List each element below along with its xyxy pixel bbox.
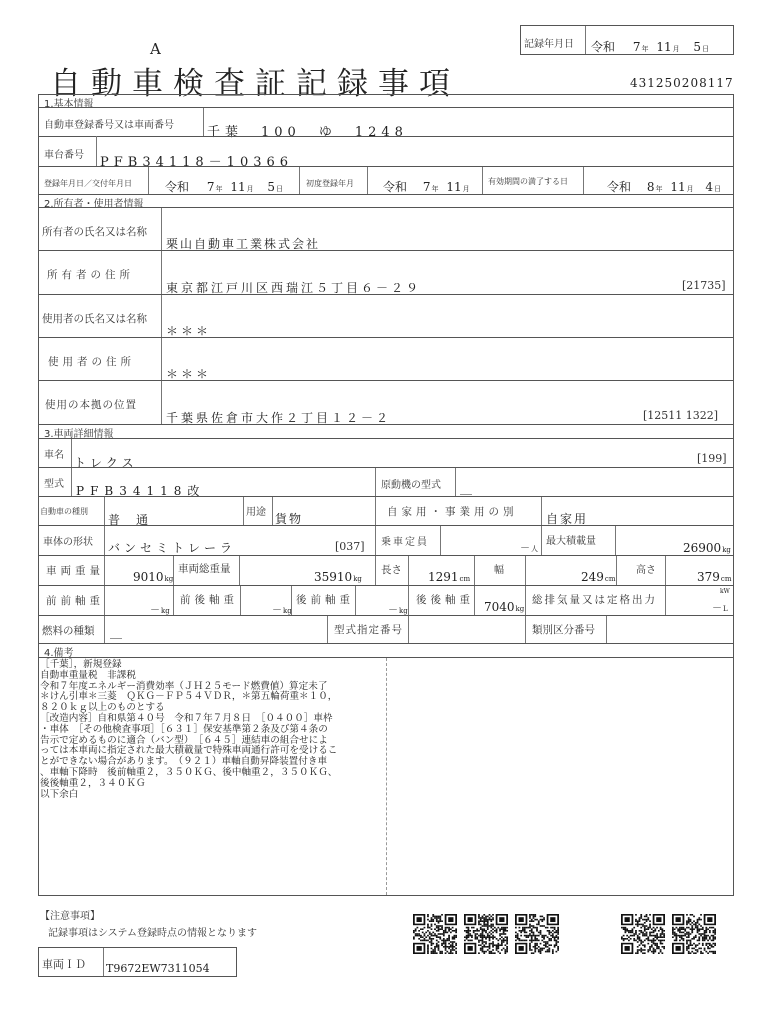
expiry-year: 8 [646,180,655,194]
vehicle-id-label: 車両ＩＤ [42,958,86,971]
record-date-month-unit: 月 [672,45,680,53]
rf-axle-label: 後前軸重 [296,594,354,606]
expiry-era: 令和 [607,180,632,194]
model-value: PFB34118改 [76,484,206,498]
reg-date-year: 7 [206,180,215,194]
ff-axle-unit: kg [161,607,170,615]
height-unit: cm [720,575,732,583]
expiry-day-unit: 日 [714,185,722,193]
expiry-value [607,178,721,195]
expiry-day: 4 [705,180,714,194]
section2-title: 2.所有者・使用者情報 [44,199,144,210]
remarks-line: とができない場合があります。 （９２１）車軸自動昇降装置付き車 [40,756,328,768]
first-reg-era: 令和 [383,180,408,194]
base-location-code: [12511 1322] [643,409,719,422]
remarks-line: っては本車両に指定された最大積載量で特殊車両通行許可を受けるこ [40,745,338,757]
max-load-label: 最大積載量 [546,536,596,547]
fuel-value: ＿ [110,626,128,640]
rr-axle-value [484,600,524,614]
owner-address-label: 所有者の住所 [47,269,134,281]
displacement-unit-kw: kW [720,588,730,595]
car-name-code: [199] [697,452,727,465]
rf-axle-number: － [388,605,398,616]
remarks-line: 以下余白 [40,788,79,800]
capacity-number: － [520,543,530,554]
owner-name-label: 所有者の氏名又は名称 [42,226,147,238]
expiry-month-unit: 月 [686,185,694,193]
ff-axle-value [150,601,170,616]
reg-date-label: 登録年月日／交付年月日 [44,179,132,188]
remarks-line: ・車体 ［その他検査事項］［６３１］保安基準第２条及び第４条の [40,723,328,735]
remarks-line: ８２０ｋｇ以上のものとする [40,702,165,714]
page-title: 自動車検査証記録事項 [50,66,460,102]
user-address-value: ＊＊＊ [166,367,212,381]
length-number: 1291 [428,570,459,584]
rf-axle-unit: kg [399,607,408,615]
user-name-label: 使用者の氏名又は名称 [42,313,147,325]
fuel-label: 燃料の種類 [42,625,95,637]
reg-date-era: 令和 [165,180,190,194]
qr-code-3 [515,914,559,954]
private-business-label: 自家用・事業用の別 [387,506,518,518]
category-label: 類別区分番号 [532,624,595,636]
width-number: 249 [581,570,604,584]
notes-text: 記録事項はシステム登録時点の情報となります [48,928,257,939]
vehicle-type-value: 普 通 [108,513,151,527]
displacement-unit-l: L [723,605,728,613]
height-number: 379 [697,570,720,584]
width-label: 幅 [494,565,504,576]
record-date-era: 令和 [591,40,616,54]
fr-axle-label: 前後軸重 [180,594,238,606]
body-shape-label: 車体の形状 [43,537,93,548]
model-label: 型式 [44,479,64,490]
rr-axle-number: 7040 [484,600,515,614]
displacement-number: － [712,603,722,614]
height-value [697,570,731,584]
max-load-unit: kg [722,546,731,554]
use-label: 用途 [246,507,266,518]
type-designation-label: 型式指定番号 [334,624,403,636]
base-location-value: 千葉県佐倉市大作２丁目１２－２ [166,411,392,425]
user-name-value: ＊＊＊ [166,324,212,338]
displacement-value [712,599,728,614]
qr-code-4 [621,914,665,954]
remarks-line: ＊けん引車＊三菱 ＱＫＧ－ＦＰ５４ＶＤＲ，＊第五輪荷重＊１０， [40,691,338,703]
user-address-label: 使用者の住所 [48,356,135,368]
remarks-line: 後後軸重２，３４０ＫＧ [40,777,146,789]
reg-date-month: 11 [230,180,246,194]
first-reg-value [383,178,470,195]
registration-value: 千葉 100 ゆ 1248 [207,125,408,140]
weight-value [133,570,173,584]
remarks-line: 令和７年度エネルギー消費効率（ＪＨ２５モード燃費値）算定未了 [40,680,328,692]
owner-name-value: 栗山自動車工業株式会社 [166,237,321,251]
chassis-value: PFB34118－10366 [100,155,294,170]
base-location-label: 使用の本拠の位置 [45,399,137,411]
remarks-line: 自動車重量税 非課税 [40,669,136,681]
engine-model-value: ＿ [460,482,478,496]
record-date-year: 7 [632,40,641,54]
first-reg-label: 初度登録年月 [306,179,354,188]
max-load-value [683,541,731,555]
qr-code-5 [672,914,716,954]
remarks-line: ［改造内容］自和県第４０号 令和７年７月８日 ［０４００］車枠 [40,712,333,724]
owner-address-code: [21735] [682,279,726,292]
section1-title: 1.基本情報 [44,99,94,110]
section4-title: 4.備考 [44,648,74,659]
chassis-label: 車台番号 [44,150,84,161]
weight-label: 車両重量 [46,565,104,577]
gross-weight-value [314,570,362,584]
qr-code-1 [413,914,457,954]
registration-label: 自動車登録番号又は車両番号 [44,120,174,131]
width-unit: cm [604,575,616,583]
notes-title: 【注意事項】 [40,911,100,922]
remarks-divider [386,658,387,895]
engine-model-label: 原動機の型式 [381,480,441,491]
document-number: 431250208117 [630,76,734,90]
expiry-label: 有効期間の満了する日 [488,177,568,186]
max-load-number: 26900 [683,541,722,555]
first-reg-year-unit: 年 [431,185,439,193]
use-value: 貨物 [275,512,304,526]
record-date-value [591,38,709,55]
gross-weight-number: 35910 [314,570,353,584]
remarks-line: ［千葉］，新規登録 [40,659,122,670]
ff-axle-number: － [150,605,160,616]
body-shape-value: バンセミトレーラ [108,541,237,555]
reg-date-value [165,178,283,195]
record-date-label: 記録年月日 [524,39,574,50]
first-reg-month: 11 [446,180,462,194]
length-label: 長さ [381,564,402,576]
capacity-value [520,539,538,554]
expiry-year-unit: 年 [655,185,663,193]
weight-unit: kg [164,575,174,583]
remarks-text [40,660,337,800]
car-name-value: トレクス [74,456,138,470]
vehicle-type-label: 自動車の種別 [40,507,88,516]
height-label: 高さ [636,565,656,576]
first-reg-year: 7 [422,180,431,194]
remarks-line: 、車軸下降時 後前軸重２，３５０ＫＧ、後中軸重２，３５０ＫＧ、 [40,766,338,778]
gross-weight-label: 車両総重量 [178,563,231,575]
private-business-value: 自家用 [546,512,589,526]
fr-axle-number: － [272,605,282,616]
record-date-day-unit: 日 [702,45,710,53]
body-shape-code: [037] [335,540,365,553]
reg-date-month-unit: 月 [246,185,254,193]
qr-code-2 [464,914,508,954]
record-date-month: 11 [656,40,672,54]
displacement-label: 総排気量又は定格出力 [532,594,657,606]
section3-title: 3.車両詳細情報 [44,429,114,440]
length-unit: cm [459,575,471,583]
vehicle-id-value: T9672EW7311054 [106,962,210,975]
reg-date-day: 5 [267,180,276,194]
fr-axle-value [272,601,292,616]
fr-axle-unit: kg [283,607,292,615]
record-date-day: 5 [693,40,702,54]
expiry-month: 11 [670,180,686,194]
car-name-label: 車名 [44,450,64,461]
gross-weight-unit: kg [353,575,362,583]
rr-axle-unit: kg [515,605,525,613]
ff-axle-label: 前前軸重 [46,595,104,607]
reg-date-year-unit: 年 [215,185,223,193]
form-letter: A [150,40,161,58]
remarks-line: 告示で定めるものに適合（バン型） ［６４５］連結車の組合せによ [40,734,328,746]
length-value [428,570,470,584]
weight-number: 9010 [133,570,164,584]
capacity-unit: 人 [531,545,538,553]
owner-address-value: 東京都江戸川区西瑞江５丁目６－２９ [166,281,422,295]
width-value [581,570,615,584]
rr-axle-label: 後後軸重 [416,594,474,606]
first-reg-month-unit: 月 [462,185,470,193]
record-date-year-unit: 年 [641,45,649,53]
capacity-label: 乗車定員 [381,537,429,548]
rf-axle-value [388,601,408,616]
reg-date-day-unit: 日 [276,185,284,193]
